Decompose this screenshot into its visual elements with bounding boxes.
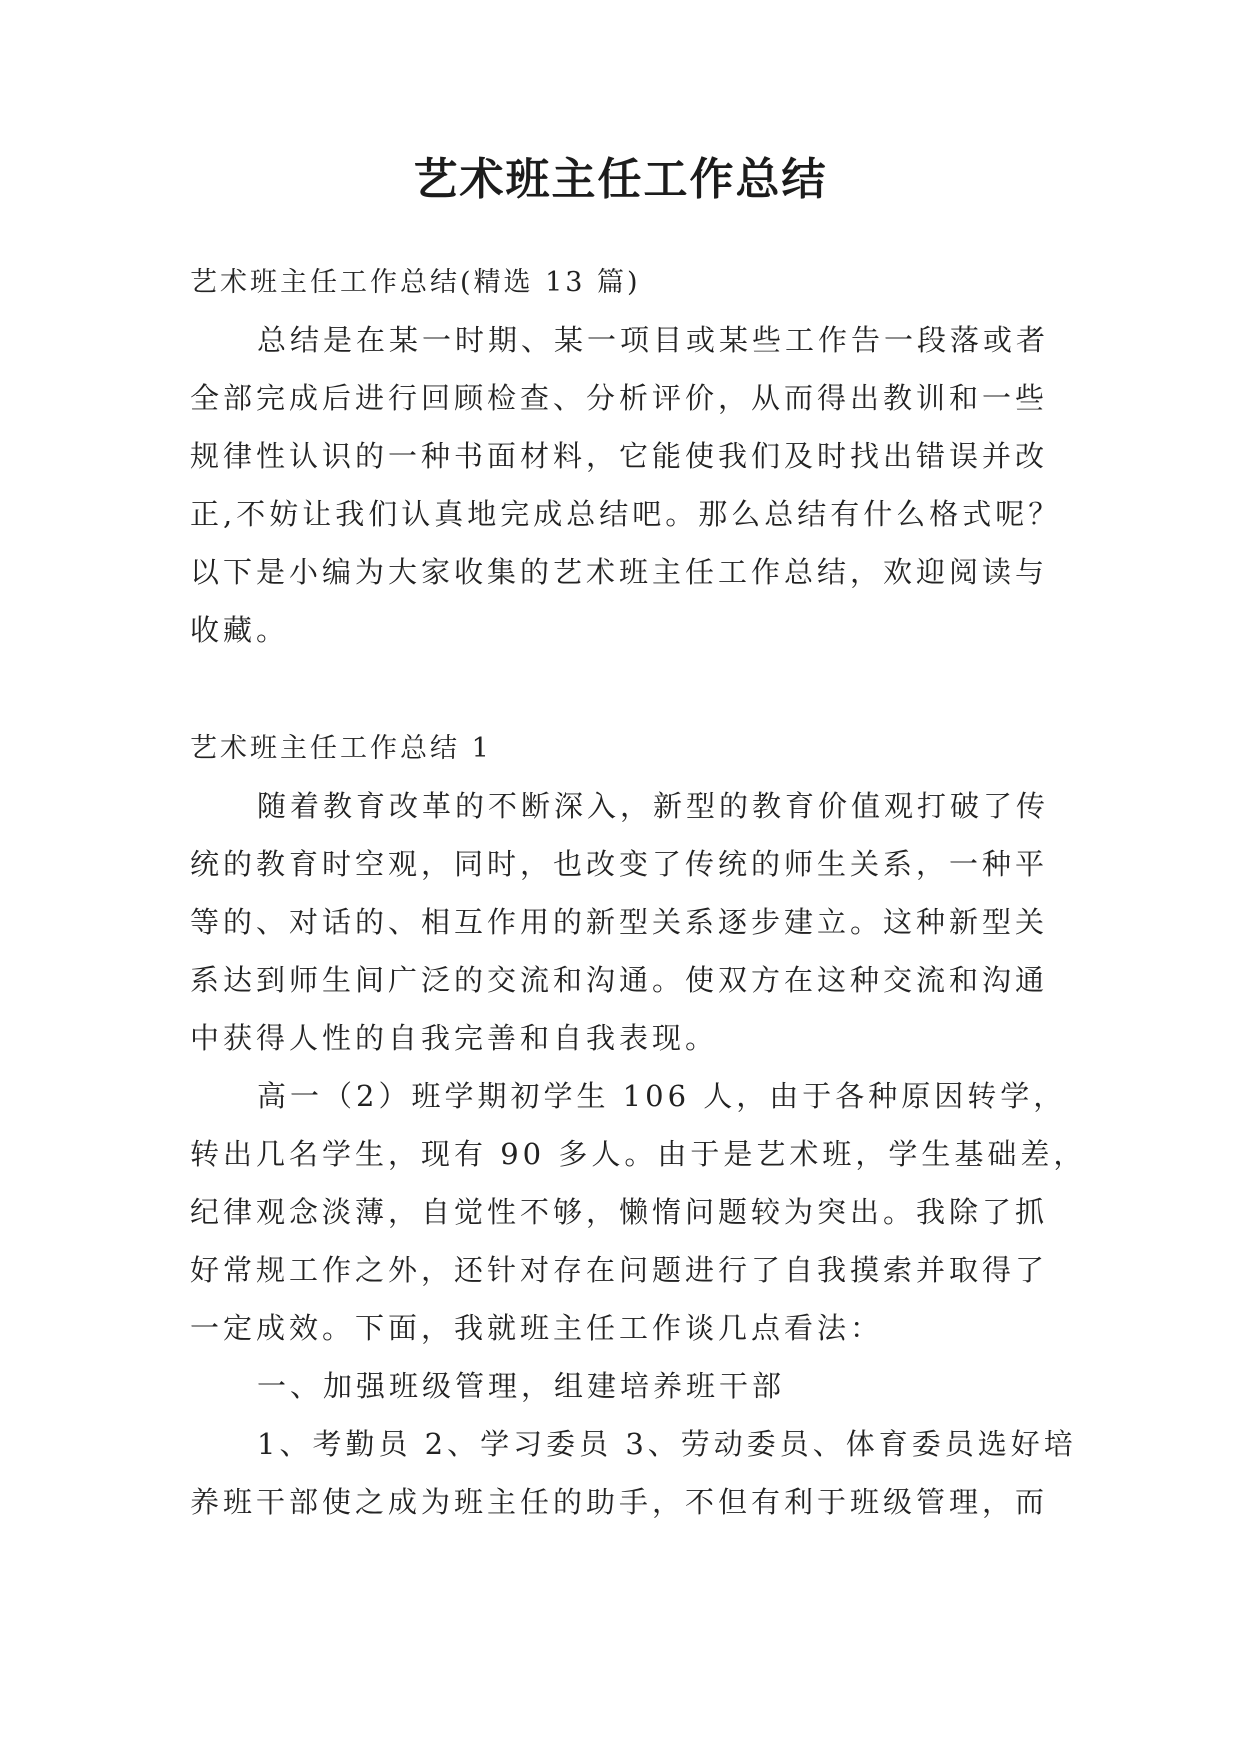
section-heading: 艺术班主任工作总结 1 [190,733,492,764]
intro-line: 总结是在某一时期、某一项目或某些工作告一段落或者 [257,323,1050,357]
paragraph-line: 纪律观念淡薄，自觉性不够，懒惰问题较为突出。我除了抓 [190,1195,1049,1229]
point-heading: 一、加强班级管理，组建培养班干部 [257,1369,786,1403]
document-title: 艺术班主任工作总结 [413,154,828,205]
document-subtitle: 艺术班主任工作总结(精选 13 篇) [190,267,641,298]
paragraph-line: 随着教育改革的不断深入，新型的教育价值观打破了传 [257,789,1050,823]
intro-line: 全部完成后进行回顾检查、分析评价，从而得出教训和一些 [190,381,1049,415]
paragraph-line: 高一（2）班学期初学生 106 人，由于各种原因转学， [257,1079,1067,1113]
paragraph-line: 等的、对话的、相互作用的新型关系逐步建立。这种新型关 [190,905,1049,939]
paragraph-line: 统的教育时空观，同时，也改变了传统的师生关系，一种平 [190,847,1049,881]
paragraph-line: 养班干部使之成为班主任的助手，不但有利于班级管理，而 [190,1485,1049,1519]
paragraph-line: 一定成效。下面，我就班主任工作谈几点看法： [190,1311,884,1345]
paragraph-line: 好常规工作之外，还针对存在问题进行了自我摸索并取得了 [190,1253,1049,1287]
paragraph-line: 系达到师生间广泛的交流和沟通。使双方在这种交流和沟通 [190,963,1049,997]
intro-line: 收藏。 [190,613,290,647]
paragraph-line: 中获得人性的自我完善和自我表现。 [190,1021,719,1055]
intro-line: 正,不妨让我们认真地完成总结吧。那么总结有什么格式呢？ [190,497,1062,531]
intro-line: 规律性认识的一种书面材料，它能使我们及时找出错误并改 [190,439,1049,473]
paragraph-line: 1、考勤员 2、学习委员 3、劳动委员、体育委员选好培 [257,1427,1077,1461]
paragraph-line: 转出几名学生，现有 90 多人。由于是艺术班，学生基础差， [190,1137,1087,1171]
intro-line: 以下是小编为大家收集的艺术班主任工作总结，欢迎阅读与 [190,555,1049,589]
